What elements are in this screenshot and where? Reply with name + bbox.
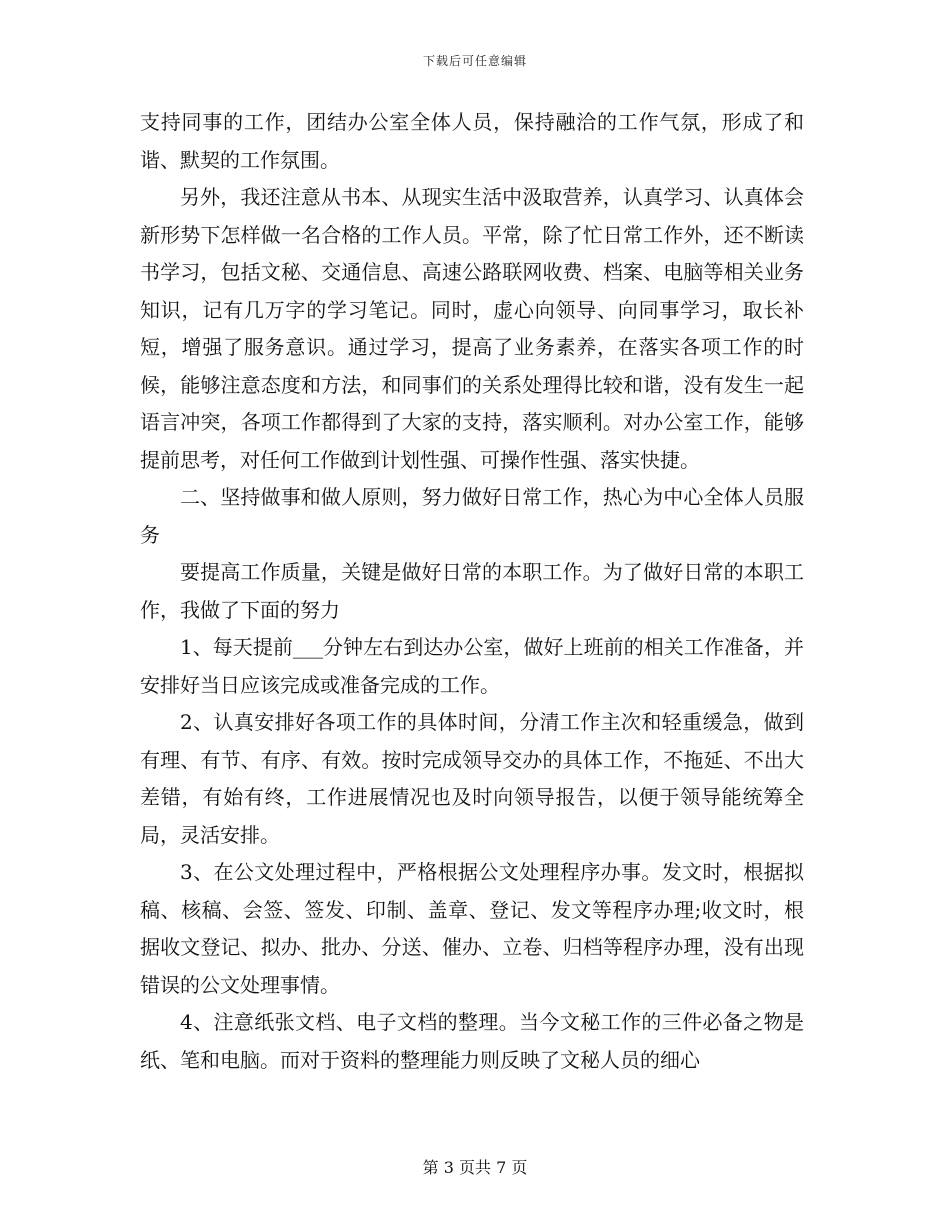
paragraph-intro-duties: 要提高工作质量，关键是做好日常的本职工作。为了做好日常的本职工作，我做了下面的努力: [140, 560, 804, 622]
document-body: [140, 104, 804, 1079]
list-item-1: 1、每天提前___分钟左右到达办公室，做好上班前的相关工作准备，并安排好当日应该完成或准备完成的工作。: [140, 635, 804, 697]
paragraph-continuation: 支持同事的工作，团结办公室全体人员，保持融洽的工作气氛，形成了和谐、默契的工作氛围。: [140, 110, 804, 172]
list-item-4: 4、注意纸张文档、电子文档的整理。当今文秘工作的三件必备之物是纸、笔和电脑。而对于资料的整理能力则反映了文秘人员的细心: [140, 1010, 804, 1072]
paragraph-study: 另外，我还注意从书本、从现实生活中汲取营养，认真学习、认真体会新形势下怎样做一名合格的工作人员。平常，除了忙日常工作外，还不断读书学习，包括文秘、交通信息、高速公路联网收费、档案、电脑等相关业务知识，记有几万字的学习笔记。同时，虚心向领导、向同事学习，取长补短，增强了服务意识。通过学习，提高了业务素养，在落实各项工作的时候，能够注意态度和方法，和同事们的关系处理得比较和谐，没有发生一起语言冲突，各项工作都得到了大家的支持，落实顺利。对办公室工作，能够提前思考，对任何工作做到计划性强、可操作性强、落实快捷。: [140, 185, 804, 472]
list-item-3: 3、在公文处理过程中，严格根据公文处理程序办事。发文时，根据拟稿、核稿、会签、签发、印制、盖章、登记、发文等程序办理;收文时，根据收文登记、拟办、批办、分送、催办、立卷、归档等程序办理，没有出现错误的公文处理事情。: [140, 860, 804, 997]
page-header: 下载后可任意编辑: [422, 54, 527, 68]
page-footer: 第 3 页共 7 页: [422, 1158, 528, 1177]
list-item-2: 2、认真安排好各项工作的具体时间，分清工作主次和轻重缓急，做到有理、有节、有序、有效。按时完成领导交办的具体工作，不拖延、不出大差错，有始有终，工作进展情况也及时向领导报告，以便于领导能统筹全局，灵活安排。: [140, 710, 804, 847]
section-heading-2: 二、坚持做事和做人原则，努力做好日常工作，热心为中心全体人员服务: [140, 485, 804, 547]
